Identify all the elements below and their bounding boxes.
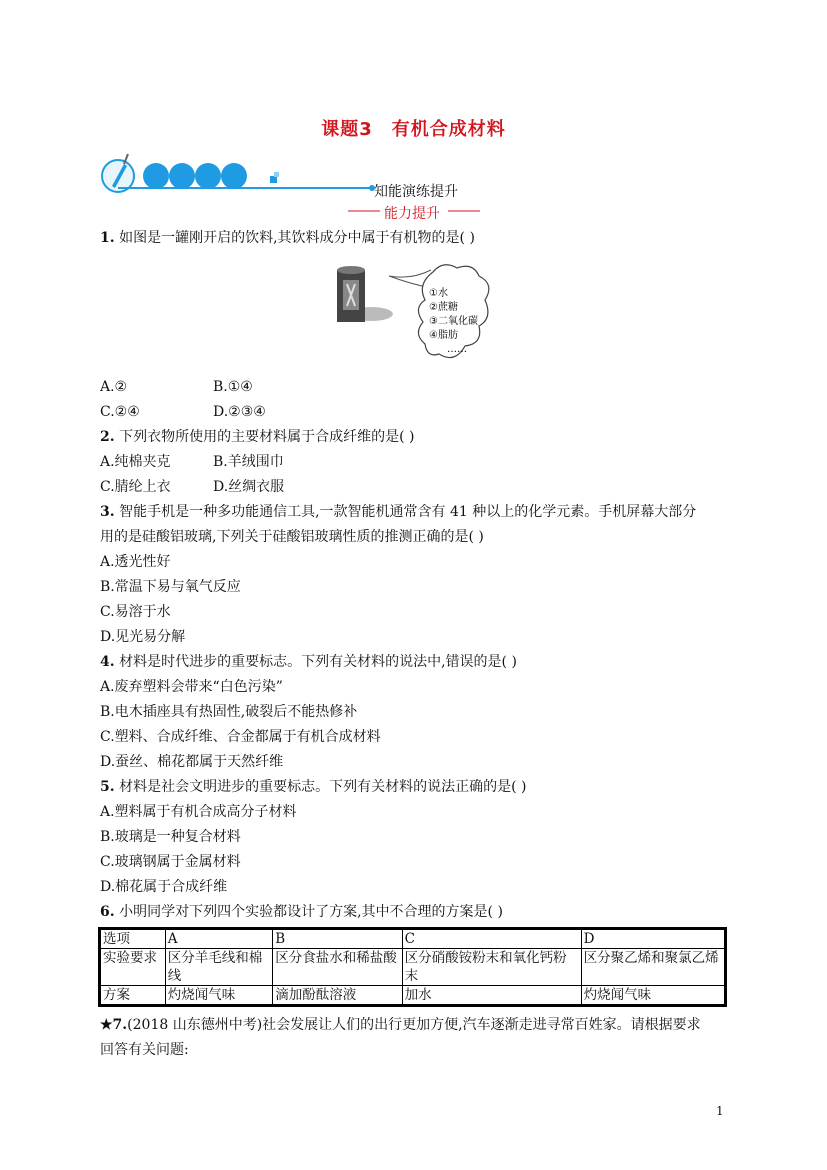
drink-can-figure <box>333 262 495 366</box>
dot-icon <box>221 163 247 189</box>
table-header-row <box>100 929 726 949</box>
figure-item: ②蔗糖 <box>429 302 458 313</box>
option: A.透光性好 <box>100 554 171 570</box>
question-3-stem: 3. 智能手机是一种多功能通信工具,一款智能机通常含有 41 种以上的化学元素。手机屏幕大部分 <box>100 504 697 520</box>
dot-icon <box>169 163 195 189</box>
dot-icon <box>143 163 169 189</box>
option: B.电木插座具有热固性,破裂后不能热修补 <box>100 704 358 720</box>
option: D.棉花属于合成纤维 <box>100 879 228 895</box>
table-cell: 滴加酚酞溶液 <box>273 986 402 1006</box>
table-header-cell: A <box>165 929 272 949</box>
table-cell: 区分硝酸铵粉末和氧化钙粉末 <box>402 949 581 986</box>
dot-icon <box>195 163 221 189</box>
question-number: 1. <box>100 230 115 246</box>
table-header-cell: 选项 <box>100 929 166 949</box>
option: C.②④ <box>100 404 140 420</box>
subsection-label: 能力提升 <box>384 206 440 222</box>
question-number: 3. <box>100 504 115 520</box>
option: C.易溶于水 <box>100 604 171 620</box>
question-7-stem-continued: 回答有关问题: <box>100 1042 189 1058</box>
table-row <box>100 949 726 986</box>
table-cell: 灼烧闻气味 <box>165 986 272 1006</box>
question-1-stem: 1. 如图是一罐刚开启的饮料,其饮料成分中属于有机物的是( ) <box>100 230 475 246</box>
option: C.玻璃钢属于金属材料 <box>100 854 241 870</box>
question-5-stem: 5. 材料是社会文明进步的重要标志。下列有关材料的说法正确的是( ) <box>100 779 527 795</box>
question-7-stem: ★7.(2018 山东德州中考)社会发展让人们的出行更加方便,汽车逐渐走进寻常百姓家。请根据要求 <box>100 1017 701 1033</box>
table-cell: 区分食盐水和稀盐酸 <box>273 949 402 986</box>
experiment-table <box>98 927 727 1007</box>
section-label: 知能演练提升 <box>374 184 458 200</box>
table-header-cell: B <box>273 929 402 949</box>
figure-item: ③二氧化碳 <box>429 316 478 327</box>
page-number: 1 <box>716 1104 724 1118</box>
question-4-stem: 4. 材料是时代进步的重要标志。下列有关材料的说法中,错误的是( ) <box>100 654 517 670</box>
table-cell: 实验要求 <box>100 949 166 986</box>
question-number: 4. <box>100 654 115 670</box>
option: A.② <box>100 379 128 395</box>
table-cell: 灼烧闻气味 <box>581 986 725 1006</box>
table-cell: 方案 <box>100 986 166 1006</box>
figure-item: ①水 <box>429 288 448 299</box>
page-title: 课题3 有机合成材料 <box>321 119 506 140</box>
question-number: 5. <box>100 779 115 795</box>
question-number: 2. <box>100 429 115 445</box>
option: D.见光易分解 <box>100 629 186 645</box>
question-6-stem: 6. 小明同学对下列四个实验都设计了方案,其中不合理的方案是( ) <box>100 904 503 920</box>
option: D.蚕丝、棉花都属于天然纤维 <box>100 754 284 770</box>
option: C.腈纶上衣 <box>100 479 171 495</box>
table-row <box>100 986 726 1006</box>
option: A.废弃塑料会带来“白色污染” <box>100 679 283 695</box>
question-3-stem-continued: 用的是硅酸铝玻璃,下列关于硅酸铝玻璃性质的推测正确的是( ) <box>100 529 484 545</box>
option: B.①④ <box>213 379 253 395</box>
table-cell: 区分羊毛线和棉线 <box>165 949 272 986</box>
option: D.②③④ <box>213 404 266 420</box>
option: A.塑料属于有机合成高分子材料 <box>100 804 297 820</box>
option: B.常温下易与氧气反应 <box>100 579 241 595</box>
option: C.塑料、合成纤维、合金都属于有机合成材料 <box>100 729 381 745</box>
figure-item: ④脂肪 <box>429 330 458 341</box>
option: D.丝绸衣服 <box>213 479 285 495</box>
option: B.羊绒围巾 <box>213 454 284 470</box>
question-2-stem: 2. 下列衣物所使用的主要材料属于合成纤维的是( ) <box>100 429 415 445</box>
table-header-cell: D <box>581 929 725 949</box>
question-number: 6. <box>100 904 115 920</box>
option: B.玻璃是一种复合材料 <box>100 829 241 845</box>
option: A.纯棉夹克 <box>100 454 171 470</box>
question-number: ★7. <box>100 1017 128 1033</box>
table-header-cell: C <box>402 929 581 949</box>
table-cell: 加水 <box>402 986 581 1006</box>
table-cell: 区分聚乙烯和聚氯乙烯 <box>581 949 725 986</box>
figure-item: …… <box>447 344 467 355</box>
